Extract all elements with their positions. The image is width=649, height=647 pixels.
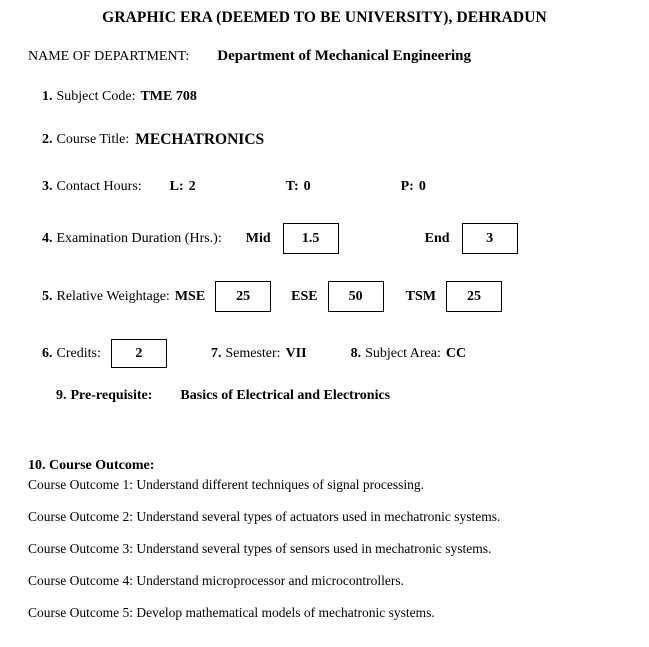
course-title-label: Course Title: (56, 132, 130, 147)
list-item: Course Outcome 2: Understand several types of actuators used in mechatronic systems. (28, 509, 501, 524)
course-title-value: MECHATRONICS (135, 131, 265, 148)
contact-hours-t-label: T: (285, 179, 299, 194)
document-page (0, 9, 649, 647)
mse-label: MSE (174, 288, 206, 304)
contact-hours-l-label: L: (169, 179, 184, 194)
department-label: NAME OF DEPARTMENT: (28, 49, 190, 64)
prerequisite-value: Basics of Electrical and Electronics (180, 388, 391, 403)
tsm-label: TSM (405, 288, 436, 304)
subject-area-value: CC (445, 345, 467, 361)
course-title-number: 2. (42, 132, 53, 147)
contact-hours-p-value: 0 (418, 179, 426, 194)
prerequisite-row (0, 388, 649, 404)
contact-hours-l-value: 2 (188, 179, 196, 194)
exam-mid-label: Mid (245, 230, 271, 246)
semester-number: 7. (210, 345, 222, 361)
exam-end-value-box[interactable]: 3 (462, 223, 518, 254)
course-outcome-number: 10. (28, 458, 46, 473)
list-item: Course Outcome 4: Understand microprocessor and microcontrollers. (28, 573, 405, 588)
exam-duration-row (0, 223, 649, 254)
subject-area-number: 8. (350, 345, 362, 361)
exam-end-label: End (424, 230, 450, 246)
department-row (0, 48, 649, 65)
list-item: Course Outcome 5: Develop mathematical models of mechatronic systems. (28, 605, 435, 620)
credits-number: 6. (42, 345, 53, 361)
contact-hours-row (0, 179, 649, 195)
subject-area-label: Subject Area: (365, 345, 441, 361)
exam-duration-label: Examination Duration (Hrs.): (56, 230, 222, 246)
exam-mid-value-box[interactable]: 1.5 (283, 223, 339, 254)
course-outcome-heading (0, 458, 649, 474)
contact-hours-t-value: 0 (303, 179, 311, 194)
exam-duration-number: 4. (42, 230, 53, 246)
subject-code-number: 1. (42, 89, 53, 104)
list-item: Course Outcome 1: Understand different techniques of signal processing. (28, 477, 425, 492)
contact-hours-label: Contact Hours: (56, 179, 142, 194)
list-item: Course Outcome 3: Understand several types of sensors used in mechatronic systems. (28, 541, 492, 556)
department-value: Department of Mechanical Engineering (217, 48, 472, 64)
course-title-row (0, 131, 649, 149)
ese-value-box[interactable]: 50 (328, 281, 384, 312)
credits-label: Credits: (56, 345, 101, 361)
credits-semester-area-row (0, 339, 649, 368)
subject-code-label: Subject Code: (56, 89, 136, 104)
credits-value-box[interactable]: 2 (111, 339, 167, 368)
prerequisite-number: 9. (56, 388, 67, 403)
mse-value-box[interactable]: 25 (215, 281, 271, 312)
tsm-value-box[interactable]: 25 (446, 281, 502, 312)
prerequisite-label: Pre-requisite: (70, 388, 153, 403)
course-outcome-heading-text: Course Outcome: (49, 458, 155, 473)
page-title: GRAPHIC ERA (DEEMED TO BE UNIVERSITY), DEHRADUN (102, 9, 547, 26)
relative-weightage-row (0, 281, 649, 312)
contact-hours-p-label: P: (400, 179, 414, 194)
semester-label: Semester: (225, 345, 281, 361)
relative-weightage-number: 5. (42, 288, 53, 304)
subject-code-value: TME 708 (140, 89, 197, 104)
relative-weightage-label: Relative Weightage: (56, 288, 170, 304)
semester-value: VII (285, 345, 307, 361)
ese-label: ESE (291, 288, 318, 304)
contact-hours-number: 3. (42, 179, 53, 194)
subject-code-row (0, 89, 649, 105)
